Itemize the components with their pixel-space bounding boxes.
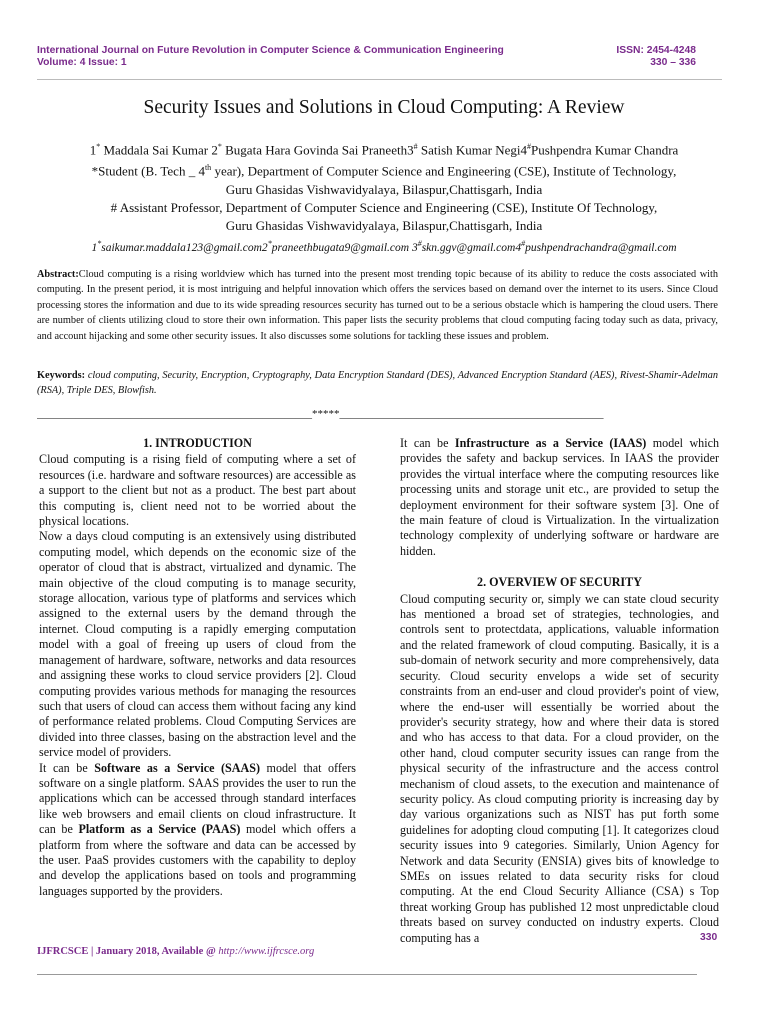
intro-paragraph-3: It can be Software as a Service (SAAS) model that offers software on a single platform. SAAS provides the user to run the applications which can be accessed through standard interfaces like web browsers and email clients on cloud infrastructure. It can be Platform as a Service (PAAS) model which offers a platform from where the software and data can be accessed by the user. PaaS provides customers with the capability to deploy and develop the applications based on tools and programming languages supported by the providers. bbox=[39, 760, 356, 898]
keywords-text: cloud computing, Security, Encryption, Cryptography, Data Encryption Standard (DES), Advanced Encryption Standard (AES), Rivest-Shamir-Adelman (RSA), Triple DES, Blowfish. bbox=[37, 370, 718, 397]
abstract-text: Cloud computing is a rising worldview which has turned into the present most trending topic because of its ability to reduce the costs associated with computing. In the present period, it is most intriguing and helpful innovation which offers the services based on demand over the internet to its users. Since Cloud processing stores the information and due to its wide spreading resources security has turned out to be a serious obstacle which is hampering the cloud users. There are number of clients utilizing cloud to store their own information. This paper lists the security problems that cloud computing facing today such as data, privacy, and account hijacking and some other security issues. It also discusses some solutions for tackling these issues and problem. bbox=[37, 269, 718, 342]
footer: IJFRCSCE | January 2018, Available @ http://www.ijfrcsce.org bbox=[37, 946, 315, 957]
security-overview-heading: 2. OVERVIEW OF SECURITY bbox=[477, 575, 642, 590]
professor-affiliation: # Assistant Professor, Department of Computer Science and Engineering (CSE), Institute Of Technology, bbox=[110, 199, 658, 215]
journal-volume: Volume: 4 Issue: 1 bbox=[37, 57, 127, 68]
intro-paragraph-2: Now a days cloud computing is an extensively using distributed computing model, which depends on the economic size of the operator of cloud that is abstract, virtualized and dynamic. The main objective of the cloud computing is to manage security, storage allocation, various type of platforms and services which assigned to the external users by the demand through the internet. Cloud computing is a rapidly emerging computation model with a goal of freeing up users of cloud from the management of hardware, software, networks and data resources and assigning these works to cloud service providers [2]. Cloud computing provides various methods for managing the resources such that users of cloud can access them without facing any kind of performance related problems. Cloud Computing Services are divided into three classes, basing on the abstraction level and the service model of providers. bbox=[39, 529, 356, 760]
introduction-heading: 1. INTRODUCTION bbox=[143, 436, 252, 450]
author-names: 1* Maddala Sai Kumar 2* Bugata Hara Govinda Sai Praneeth3# Satish Kumar Negi4#Pushpendra Kumar Chandra bbox=[89, 142, 679, 158]
journal-name: International Journal on Future Revolution in Computer Science & Communication Engineering bbox=[37, 45, 504, 56]
footer-rule bbox=[37, 974, 697, 975]
keywords-label: Keywords: bbox=[37, 370, 86, 381]
student-university: Guru Ghasidas Vishwavidyalaya, Bilaspur,Chattisgarh, India bbox=[225, 181, 543, 197]
section-separator: __________________________________________________*****________________________________________________ bbox=[37, 408, 604, 420]
iaas-paragraph: It can be Infrastructure as a Service (IAAS) model which provides the safety and backup services. In IAAS the provider provides the virtual interface where the computing resources like processing units and storage unit etc., are provided to setup the deployment environment for their software system [3]. One of the main feature of cloud is Virtualization. In the virtualization technology complexity of underlying software or hardware are hidden. bbox=[400, 436, 719, 558]
professor-university: Guru Ghasidas Vishwavidyalaya, Bilaspur,Chattisgarh, India bbox=[225, 217, 543, 233]
left-column bbox=[39, 436, 356, 899]
abstract bbox=[37, 267, 718, 344]
paper-title: Security Issues and Solutions in Cloud Computing: A Review bbox=[143, 97, 625, 118]
right-column bbox=[400, 436, 719, 946]
student-affiliation: *Student (B. Tech _ 4th year), Department of Computer Science and Engineering (CSE), Institute of Technology, bbox=[91, 163, 677, 179]
author-emails: 1*saikumar.maddala123@gmail.com2*praneethbugata9@gmail.com 3#skn.ggv@gmail.com4#pushpendrachandra@gmail.com bbox=[91, 238, 677, 254]
issn: ISSN: 2454-4248 bbox=[616, 45, 696, 56]
page-number: 330 bbox=[700, 932, 718, 943]
header-rule bbox=[37, 79, 722, 80]
abstract-label: Abstract: bbox=[37, 269, 79, 280]
intro-paragraph-1: Cloud computing is a rising field of computing where a set of resources (i.e. hardware and software resources) are accessible as a support to the client but not as a product. The best part about this computing is, client need not to be worried about the physical locations. bbox=[39, 452, 356, 529]
security-paragraph: Cloud computing security or, simply we can state cloud security has mentioned a broad set of strategies, technologies, and controls sent to protectdata, applications, valuable information and the related framework of cloud computing. Basically, it is a sub-domain of network security and more comprehensively, data security. Cloud security envelops a wide set of security constraints from an end-user and cloud provider's point of view, where the end-user will essentially be worried about the provider's security strategy, how and where their data is stored and who has access to that data. For a cloud provider, on the other hand, cloud computer security issues can range from the physical security of the infrastructure and the access control mechanism of cloud assets, to the execution and maintenance of security policy. As cloud computing priority is increasing day by day various organizations such as NIST has put forth some guidelines for adopting cloud computing [1]. It categorizes cloud security issues into 9 categories. Similarly, Union Agency for Network and data Security (ENSIA) gives bits of knowledge to SMEs on issues related to data security risks for cloud computing. At the end Cloud Security Alliance (CSA) s Top threat working Group has published 12 most unpredictable cloud threats based on survey conducted on industry experts. Cloud computing has a bbox=[400, 591, 719, 945]
journal-header bbox=[37, 45, 504, 69]
journal-url-link[interactable]: http://www.ijfrcsce.org bbox=[218, 946, 315, 957]
author-block bbox=[0, 138, 768, 256]
keywords bbox=[37, 368, 718, 399]
page-range: 330 – 336 bbox=[650, 57, 696, 68]
issn-header bbox=[616, 45, 696, 69]
